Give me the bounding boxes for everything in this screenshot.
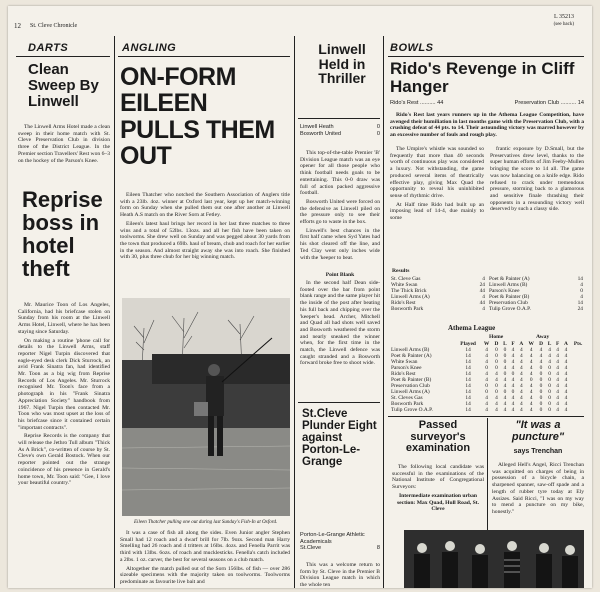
page-number: 12 [14, 22, 21, 30]
results-score: 44 [479, 288, 485, 294]
results-score: 4 [580, 282, 583, 288]
league-cell: 4 [495, 401, 498, 407]
league-team: Poet & Painter (A) [391, 353, 432, 359]
league-cell: 4 [539, 353, 543, 359]
band-photo [404, 530, 584, 588]
results-team: Preservation Club [489, 300, 528, 306]
league-column-header: D [539, 341, 543, 347]
league-team: Linwell Arms (B) [391, 347, 430, 353]
results-team: St. Cleve Gas [391, 276, 421, 282]
league-cell: 4 [539, 359, 543, 365]
section-bowls: BOWLS [390, 42, 434, 54]
angling-headline: ON-FORM EILEEN PULLS THEM OUT [120, 63, 275, 170]
league-cell: 4 [495, 377, 498, 383]
league-cell: 14 [465, 371, 471, 377]
league-cell: 0 [539, 377, 543, 383]
league-cell: 4 [503, 377, 507, 383]
league-cell: 4 [485, 347, 488, 353]
results-row [488, 306, 584, 312]
score-home: Rido's Rest .......... 44 [390, 100, 444, 106]
league-cell: 4 [511, 353, 515, 359]
league-cell: 0 [548, 389, 551, 395]
league-cell: 4 [564, 383, 568, 389]
league-cell: 14 [465, 365, 471, 371]
linwell-headline: Linwell Held in Thriller [318, 41, 366, 87]
results-row [390, 306, 486, 312]
league-cell: 4 [564, 365, 568, 371]
results-team: Tulip Grove O.A.P. [489, 306, 531, 312]
league-cell: 0 [503, 371, 507, 377]
section-rule [16, 56, 110, 57]
league-cell: 0 [495, 347, 498, 353]
league-team: White Swan [391, 359, 418, 365]
league-cell: 4 [485, 359, 488, 365]
league-cell: 4 [529, 365, 533, 371]
league-cell: 4 [485, 401, 488, 407]
league-cell: 4 [556, 359, 559, 365]
stcleve-body: This was a welcome return to form by St. Cleve in the Premier B Division League match in which the whole ten [300, 562, 380, 588]
league-cell: 4 [485, 353, 488, 359]
league-cell: 0 [548, 383, 551, 389]
league-cell: 14 [465, 347, 471, 353]
photo-caption: Eileen Thatcher pulling one out during last Sunday's Fish-In at Oxford. [134, 520, 278, 525]
league-table [390, 341, 586, 413]
league-cell: 4 [495, 371, 498, 377]
article-rule [298, 402, 380, 403]
league-cell: 0 [548, 377, 551, 383]
league-cell: 0 [485, 365, 488, 371]
column-rule [487, 418, 488, 530]
league-cell: 4 [529, 359, 533, 365]
league-column-header: W [483, 341, 490, 347]
league-cell: 4 [495, 395, 498, 401]
league-cell: 4 [519, 371, 523, 377]
results-right-table [488, 276, 584, 312]
league-cell: 4 [511, 401, 515, 407]
league-cell: 4 [485, 377, 488, 383]
column-rule [294, 36, 295, 588]
results-team: Linwell Arms (B) [489, 282, 528, 288]
league-column-header: D [494, 341, 499, 347]
league-cell: 4 [503, 395, 507, 401]
league-away-label: Away [536, 334, 550, 340]
league-title: Athema League [448, 324, 496, 332]
league-team: Poet & Painter (B) [391, 377, 432, 383]
league-cell: 0 [529, 377, 533, 383]
results-score: 4 [482, 294, 485, 300]
league-cell: 4 [556, 365, 559, 371]
league-cell: 4 [529, 347, 533, 353]
results-team: Bosworth Park [391, 306, 424, 312]
league-cell: 0 [485, 389, 488, 395]
league-cell: 0 [503, 353, 507, 359]
league-cell: 4 [519, 377, 523, 383]
league-cell: 0 [539, 407, 543, 413]
darts-headline: Clean Sweep By Linwell [28, 61, 99, 110]
results-score: 24 [577, 306, 583, 312]
puncture-headline: "It was a puncture" [511, 419, 565, 443]
league-cell: 4 [556, 389, 559, 395]
league-cell: 0 [503, 359, 507, 365]
league-cell: 0 [548, 365, 551, 371]
league-cell: 4 [519, 407, 523, 413]
surveyor-headline: Passed surveyor's examination [405, 419, 471, 455]
league-cell: 0 [485, 383, 488, 389]
league-cell: 4 [519, 347, 523, 353]
league-cell: 4 [519, 401, 523, 407]
league-column-header: Played [460, 341, 476, 347]
league-cell: 4 [485, 371, 488, 377]
league-cell: 4 [511, 407, 515, 413]
score-away: Preservation Club .......... 14 [514, 100, 584, 106]
league-cell: 0 [511, 371, 515, 377]
section-darts: DARTS [28, 42, 69, 54]
reprise-headline: Reprise boss in hotel theft [22, 187, 103, 282]
league-column-header: W [528, 341, 534, 347]
league-cell: 4 [519, 383, 523, 389]
league-cell: 14 [465, 407, 471, 413]
linwell-body: This top-of-the-table Premier 'B' Division League match was an eye opener for all those people who think football needs goals to be entertaining. This 0-0 draw was full of action packed aggressive football. Bosworth United were forced on the defensive as Linwell piled on the pressure only to see their efforts go to waste in the box. Linwell's best chances in the first half came when Syd Yates had his shot cleared off the line, and Ted Clay went only inches wide with the 'keeper to beat. [300, 150, 380, 261]
score-row: Linwell Heath 0 [300, 124, 380, 130]
bowls-lead: Rido's Rest last years runners up in the Athema League Competition, have avenged their humiliation in last months game with the Preservation Club, with a crushing defeat of 44 pts. to 14. Their astounding victory was marred however by an excessive number of fouls and rough play. [390, 112, 584, 139]
league-team: St. Cleves Gas [391, 395, 423, 401]
league-cell: 4 [495, 407, 498, 413]
league-cell: 0 [495, 359, 498, 365]
league-team: Parson's Knee [391, 365, 422, 371]
league-cell: 4 [511, 377, 515, 383]
league-cell: 0 [503, 347, 507, 353]
results-left-table [390, 276, 486, 312]
league-cell: 4 [511, 395, 515, 401]
bowls-headline: Rido's Revenge in Cliff Hanger [390, 59, 575, 96]
league-cell: 4 [519, 365, 523, 371]
bowls-body: The Umpire's whistle was sounded so frequently that more than 40 seconds worth of continuous play was considered a luxury. Not withstanding, the game produced several items of theatrically effective play, giving Max Quad the opportunity to reveal his uninhibited sense of rhythmic drive. At Half time Rido had built up an imposing lead of 14-4, due mainly to some [390, 146, 484, 222]
league-cell: 4 [556, 353, 559, 359]
league-cell: 4 [564, 353, 568, 359]
league-cell: 0 [495, 383, 498, 389]
linwell-body-2: In the second half Dean side-footed over the bar from point blank range and the same player hit the inside of the post after beating his full back and chipping over the 'keeper's head. Archer, Mitchell and Quad all had shots well saved and Bosworth weathered the storm and nearly sneaked the winner when, for the first time in the match, the Linwell defence was caught stranded and a Bosworth forward broke free to shoot wide. [300, 280, 380, 367]
league-cell: 4 [564, 359, 568, 365]
league-cell: 4 [556, 395, 559, 401]
bowls-scores [390, 100, 584, 107]
league-team: Linwell Arms (A) [391, 389, 430, 395]
angler-photo-image [122, 298, 290, 516]
league-cell: 4 [556, 377, 559, 383]
column-rule [383, 36, 384, 588]
league-cell: 4 [511, 365, 515, 371]
league-cell: 4 [564, 401, 568, 407]
league-cell: 0 [539, 401, 543, 407]
angling-body: Eileen Thatcher who notched the Southern Association of Anglers title with a 23lb. 4oz. winner at Oxford last year, kept up her match-winning form on Sunday when she pulled them out one after another at Linwell Heath A.S match on the River Sorn at Fetley. Eileen's latest haul brings her record in her last three matches to three wins and a total of 52lbs. 13ozs. and all her fish have been taken on toolworms. She drew well on Sunday and was pegged about 30 yards from the town that produced a 69lb. haul of bream, chub and roach for her earlier in the season. And almost straight away she was into roach. She finished with 30, plus three chub for her big winning match. [120, 192, 290, 261]
results-team: Rido's Rest [391, 300, 416, 306]
results-score: 14 [577, 276, 583, 282]
league-cell: 4 [564, 347, 568, 353]
league-column-header: F [555, 341, 560, 347]
league-cell: 4 [485, 407, 488, 413]
headline-rule [298, 118, 380, 119]
league-cell: 4 [519, 359, 523, 365]
angling-body-2: It was a case of fish all along the sides. Even Junior angler Stephen Small had 12 roach and a dwarf brill for 7lb. 9ozs. Second man Harry Smelling had 26 roach and 4 tritters at 16lbs. 4ozs. and Fenella Parrit was third with 13lbs. 6ozs. of roach and mucklesticks. Fenella's catch included a 2lbs. 1 oz. carver, the best for several seasons on a club match. Altogether the match pulled out of the Sorn 156lbs. of fish — over 286 sizeable specimens with the majority taken on toolworms. Toolworms predominate as favourite live bait and [120, 530, 290, 585]
league-cell: 4 [556, 383, 559, 389]
league-cell: 4 [564, 389, 568, 395]
results-team: Poet & Painter (B) [489, 294, 530, 300]
league-cell: 4 [519, 395, 523, 401]
league-cell: 4 [556, 407, 559, 413]
results-score: 4 [482, 276, 485, 282]
league-team: Tulip Grove O.A.P. [391, 407, 433, 413]
league-cell: 0 [548, 401, 551, 407]
league-cell: 14 [465, 401, 471, 407]
league-cell: 4 [511, 359, 515, 365]
league-cell: 0 [495, 389, 498, 395]
league-cell: 0 [548, 407, 551, 413]
article-rule [388, 416, 584, 417]
league-cell: 4 [548, 347, 551, 353]
league-cell: 0 [539, 395, 543, 401]
league-cell: 4 [556, 347, 559, 353]
angler-photo [122, 298, 290, 516]
results-team: Poet & Painter (A) [489, 276, 530, 282]
league-cell: 0 [548, 371, 551, 377]
linwell-subhead: Point Blank [325, 272, 355, 278]
band-photo-image [404, 530, 584, 588]
paper-name: St. Cleve Chronicle [30, 23, 78, 29]
league-cell: 4 [529, 389, 533, 395]
results-score: 4 [580, 294, 583, 300]
league-cell: 4 [564, 377, 568, 383]
league-cell: 4 [485, 395, 488, 401]
league-cell: 4 [529, 353, 533, 359]
league-column-header: Pts. [573, 341, 583, 347]
league-cell: 4 [556, 401, 559, 407]
league-cell: 0 [548, 395, 551, 401]
league-cell: 4 [529, 395, 533, 401]
league-cell: 4 [564, 395, 568, 401]
league-cell: 0 [511, 389, 515, 395]
league-cell: 14 [465, 353, 471, 359]
league-cell: 14 [465, 359, 471, 365]
section-angling: ANGLING [122, 42, 177, 54]
league-cell: 14 [465, 377, 471, 383]
score-row: Bosworth United 0 [300, 130, 380, 137]
league-column-header: L [547, 341, 552, 347]
column-rule [114, 36, 115, 588]
results-score: 14 [577, 300, 583, 306]
league-cell: 4 [548, 353, 551, 359]
results-score: 0 [580, 288, 583, 294]
league-cell: 0 [503, 389, 507, 395]
league-row [390, 407, 586, 413]
score-row: St.Cleve 8 [300, 545, 380, 552]
section-rule [118, 56, 290, 57]
results-score: 4 [482, 306, 485, 312]
score-team: Porton-Le-Grange Athletic Academicals [300, 532, 365, 545]
league-cell: 0 [495, 353, 498, 359]
bowls-body-2: frantic exposure by D.Small, but the Preservatives drew level, thanks to the super human efforts of Jim Feeby-Mullen bringing the score to 14 all. The game was now balancing on a knife edge. Rido refused to crack under tremendous pressure, storming back to a glamorous and sensitive finale thrashing their opponents in a resounding victory well deserved by such a classy side. [490, 146, 584, 213]
league-cell: 4 [519, 389, 523, 395]
league-cell: 4 [529, 383, 533, 389]
section-rule [388, 56, 584, 57]
league-cell: 4 [548, 359, 551, 365]
surveyor-body: The following local candidate was successful in the examinations of the National Institute of Congregational Surveyors: Intermediate examination urban section: Max Quad, Hull Road, St. Cleve [392, 464, 484, 513]
league-cell: 14 [465, 383, 471, 389]
results-team: Linwell Arms (A) [391, 294, 430, 300]
league-column-header: A [519, 341, 524, 347]
league-cell: 4 [511, 347, 515, 353]
puncture-body: Alleged Hell's Angel, Ricci Trenchan was acquitted on charges of being in possession of a bicycle chain, a sharpened spanner, saw-off spade and a length of rubber tyre today at Ely Assizes. Said Ricci, "I was on my way to mend a puncture on my bike, honestly." [492, 462, 584, 515]
league-cell: 0 [539, 383, 543, 389]
league-cell: 4 [503, 401, 507, 407]
league-cell: 4 [503, 383, 507, 389]
league-column-header: F [511, 341, 515, 347]
results-score: 44 [479, 300, 485, 306]
catalog-number: L 35213 [554, 14, 574, 20]
league-team: Rido's Rest [391, 371, 416, 377]
league-cell: 4 [564, 371, 568, 377]
league-cell: 14 [465, 395, 471, 401]
league-cell: 4 [511, 383, 515, 389]
darts-body: The Linwell Arms Hotel made a clean sweep in their home match with St. Cleve Preservation Club in division three of the District League. In the Premier section Travellers' Rest won 6–3 on the hockey of the Parson's Knee. [18, 124, 110, 164]
league-cell: 4 [529, 407, 533, 413]
reprise-body: Mr. Maurice Toon of Los Angeles, California, had his briefcase stolen on Sunday from his room at the Linwell Arms Hotel, Linwell, where he has been staying since Saturday. On making a routine 'phone call for details to the Linwell Arms, staff reporter Nigel Turpin discovered that eagle-eyed desk clerk Dick Sturrock, an avid Frank Sinatra fan, had identified Mr. Toon as a big wig from Reprise Records of Los Angeles. Mr. Sturrock recognised Mr. Toon's face from a photograph in his "Frank Sinatra Appreciation Society" handbook from 1967. Nigel Turpin then contacted Mr. Toon who was most upset at the loss of his briefcase since it contained certain "important contracts". Reprise Records is the company that will release the Jethro Tull album "Thick As A Brick", co-written of course by St. Cleve's own Gerald Bostock. When our reporter pointed out the strange coincidence of his presence in Gerald's home town, Mr. Toon said: "Gee, I love your beautiful country." [18, 302, 110, 487]
league-cell: 0 [539, 371, 543, 377]
results-title: Results [392, 268, 410, 274]
results-score: 24 [479, 282, 485, 288]
league-cell: 4 [529, 401, 533, 407]
puncture-subhead: says Trenchan [513, 448, 563, 455]
league-cell: 0 [539, 365, 543, 371]
results-team: Parson's Knee [489, 288, 520, 294]
results-team: White Swan [391, 282, 418, 288]
league-cell: 4 [556, 371, 559, 377]
league-cell: 4 [564, 407, 568, 413]
results-team: The Thick Brick [391, 288, 427, 294]
league-cell: 4 [529, 371, 533, 377]
league-cell: 0 [539, 389, 543, 395]
league-cell: 4 [503, 407, 507, 413]
league-cell: 0 [495, 365, 498, 371]
league-home-label: Home [489, 334, 504, 340]
league-cell: 4 [539, 347, 543, 353]
stcleve-headline: St.Cleve Plunder Eight against Porton-Le-Grange [302, 408, 377, 469]
league-cell: 14 [465, 389, 471, 395]
newspaper-page [8, 6, 592, 588]
league-column-header: L [503, 341, 507, 347]
linwell-scores [300, 124, 380, 137]
catalog-sub: (see back) [553, 22, 574, 27]
league-cell: 4 [519, 353, 523, 359]
stcleve-scores [300, 532, 380, 552]
league-column-header: A [563, 341, 568, 347]
league-team: Preservation Club [391, 383, 430, 389]
league-cell: 4 [503, 365, 507, 371]
league-team: Bosworth Park [391, 401, 424, 407]
